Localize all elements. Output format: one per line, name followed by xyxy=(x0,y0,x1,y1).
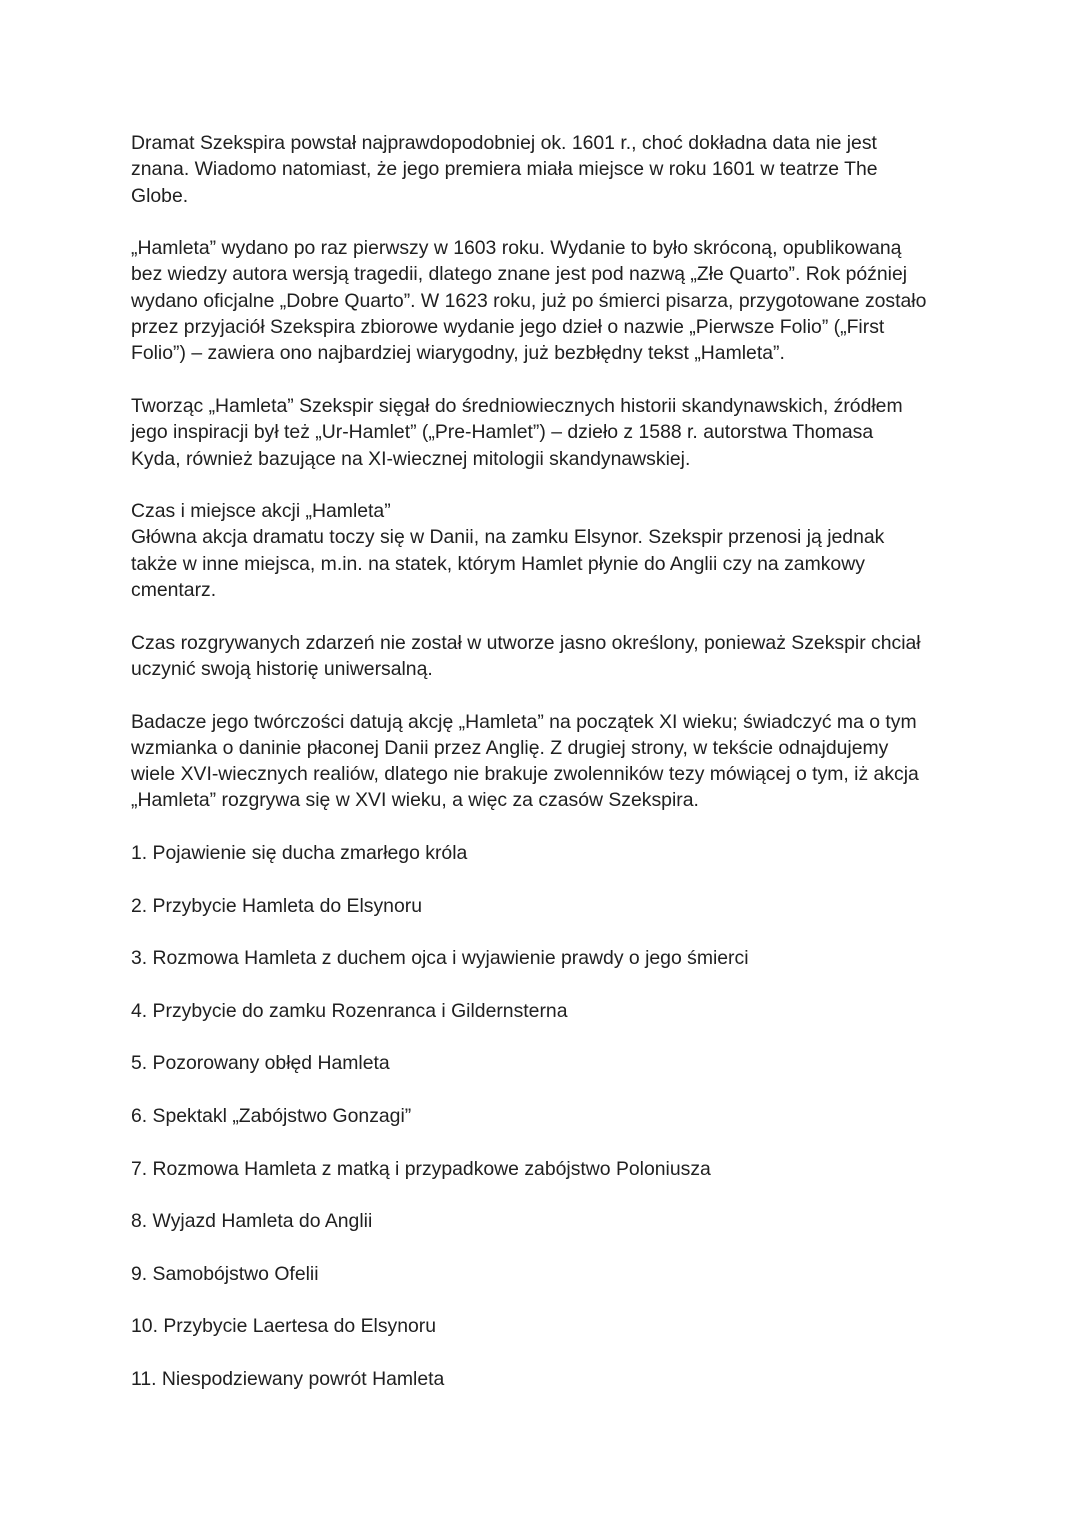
text-line: Główna akcja dramatu toczy się w Danii, na zamku Elsynor. Szekspir przenosi ją jednak xyxy=(131,526,885,549)
list-item: 9. Samobójstwo Ofelii xyxy=(131,1262,319,1285)
list-item: 2. Przybycie Hamleta do Elsynoru xyxy=(131,894,422,917)
text-line: Badacze jego twórczości datują akcję „Hamleta” na początek XI wieku; świadczyć ma o tym xyxy=(131,710,917,733)
events-list xyxy=(131,840,961,1392)
paragraph-date-premiere xyxy=(131,130,961,209)
text-line: „Hamleta” rozgrywa się w XVI wieku, a więc za czasów Szekspira. xyxy=(131,789,699,812)
section-heading: Czas i miejsce akcji „Hamleta” xyxy=(131,500,391,523)
text-line: Tworząc „Hamleta” Szekspir sięgał do średniowiecznych historii skandynawskich, źródłem xyxy=(131,394,903,417)
list-item: 4. Przybycie do zamku Rozenranca i Gildernsterna xyxy=(131,999,568,1022)
paragraph-universal xyxy=(131,630,961,683)
paragraph-editions xyxy=(131,235,961,366)
text-line: także w inne miejsca, m.in. na statek, którym Hamlet płynie do Anglii czy na zamkowy xyxy=(131,552,865,575)
paragraph-dating xyxy=(131,709,961,814)
document-page xyxy=(131,130,961,1419)
list-item: 1. Pojawienie się ducha zmarłego króla xyxy=(131,842,468,865)
text-line: Kyda, również bazujące na XI-wiecznej mitologii skandynawskiej. xyxy=(131,447,691,470)
list-item: 10. Przybycie Laertesa do Elsynoru xyxy=(131,1315,437,1338)
text-line: wzmianka o daninie płaconej Danii przez Anglię. Z drugiej strony, w tekście odnajdujemy xyxy=(131,736,889,759)
paragraph-sources xyxy=(131,393,961,472)
text-line: Globe. xyxy=(131,184,189,207)
list-item: 8. Wyjazd Hamleta do Anglii xyxy=(131,1210,373,1233)
text-line: Folio”) – zawiera ono najbardziej wiarygodny, już bezbłędny tekst „Hamleta”. xyxy=(131,342,785,365)
list-item: 6. Spektakl „Zabójstwo Gonzagi” xyxy=(131,1104,412,1127)
list-item: 11. Niespodziewany powrót Hamleta xyxy=(131,1367,445,1390)
text-line: bez wiedzy autora wersją tragedii, dlatego znane jest pod nazwą „Złe Quarto”. Rok później xyxy=(131,263,908,286)
paragraph-time-place xyxy=(131,498,961,603)
text-line: jego inspiracji był też „Ur-Hamlet” („Pre-Hamlet”) – dzieło z 1588 r. autorstwa Thomasa xyxy=(131,421,874,444)
list-item: 3. Rozmowa Hamleta z duchem ojca i wyjawienie prawdy o jego śmierci xyxy=(131,947,749,970)
text-line: Czas rozgrywanych zdarzeń nie został w utworze jasno określony, ponieważ Szekspir chciał xyxy=(131,631,921,654)
text-line: „Hamleta” wydano po raz pierwszy w 1603 roku. Wydanie to było skróconą, opublikowaną xyxy=(131,237,902,260)
list-item: 5. Pozorowany obłęd Hamleta xyxy=(131,1052,390,1075)
text-line: przez przyjaciół Szekspira zbiorowe wydanie jego dzieł o nazwie „Pierwsze Folio” („First xyxy=(131,316,885,339)
text-line: cmentarz. xyxy=(131,579,217,602)
text-line: wydano oficjalne „Dobre Quarto”. W 1623 roku, już po śmierci pisarza, przygotowane zostało xyxy=(131,289,927,312)
text-line: znana. Wiadomo natomiast, że jego premiera miała miejsce w roku 1601 w teatrze The xyxy=(131,158,878,181)
text-line: wiele XVI-wiecznych realiów, dlatego nie brakuje zwolenników tezy mówiącej o tym, iż akcja xyxy=(131,763,919,786)
text-line: Dramat Szekspira powstał najprawdopodobniej ok. 1601 r., choć dokładna data nie jest xyxy=(131,132,877,154)
text-line: uczynić swoją historię uniwersalną. xyxy=(131,657,433,680)
list-item: 7. Rozmowa Hamleta z matką i przypadkowe zabójstwo Poloniusza xyxy=(131,1157,711,1180)
